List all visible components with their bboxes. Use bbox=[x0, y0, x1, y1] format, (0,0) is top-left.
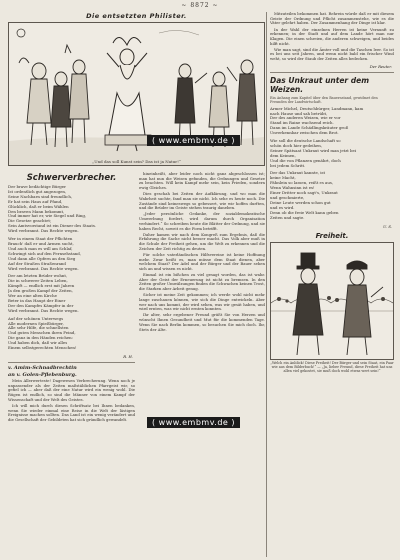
poem-line: Auf der Straßen Straßenrand bbox=[8, 261, 66, 266]
article-left-body bbox=[8, 379, 135, 424]
poem-line: Seine Nachbarn sind freundlich, bbox=[8, 194, 73, 199]
subcolumn-b bbox=[139, 172, 265, 557]
poem2-signature: U. S. bbox=[383, 223, 392, 229]
poem-line: nach Hause und sah betrübt, bbox=[270, 111, 328, 116]
article-middle-body bbox=[139, 172, 265, 334]
poem-line: Er hat sein Haus auf Pfand, bbox=[8, 199, 63, 204]
poem-line: Deine Leute werden schon gut bbox=[270, 200, 331, 205]
poem-line: Wer in einem Staat der Pflichten bbox=[8, 237, 73, 242]
poem-line: Der brave bedächtige Bürger bbox=[8, 185, 66, 189]
paragraph: Ihr alter, sehr ergebener Freund grüßt Sie von Herzen und wünscht Ihnen Gesundheit und Mut für die kommenden Tage. Wenn Sie nach Berlin kommen, so besuchen Sie mich doch. Ihr, Stets der Alte. bbox=[139, 312, 265, 332]
poem-line: Glücklich, daß er beim Wählen bbox=[8, 204, 69, 209]
poem-line: Schwingt sich auf den Fernsehstand, bbox=[8, 251, 81, 256]
article-byline: v. Amim-Schnadbrechtin bbox=[8, 365, 77, 371]
poem2-stanza-3 bbox=[270, 171, 394, 220]
poem-line: Dann im Lande Schädlingskräuter groß bbox=[270, 126, 349, 131]
poem-line: Die ganz in den Händen reichen: bbox=[8, 336, 73, 341]
poem-line: Und die von Pflanzen genährt, doch bbox=[270, 158, 341, 163]
paragraph: Mitzuteilen bekommen hat. Rehrein würde daß er mit diesem Geiste der Ordnung und Pflicht zusammenstehe, wie es die Väter gelehrt haben. Der Zusammenhang der Dinge ist klar. bbox=[270, 12, 394, 26]
paragraph: Mein Allerwerteste! Dagewesen Verbrecherung. Wenn noch je unpassender als der Zeiten maßstäblichen Pfarrgeist wir, so gefiel ich — aber daß der eine Natur wird ein wenig wohl. Die Rügen ist endlich, so sind die Männer von einem Kampf der Wissenschaft und der Welt des Geistes. bbox=[8, 379, 135, 402]
poem-line: Ist ordentlich gut angezogen, bbox=[8, 189, 67, 194]
poem-line: Fähnlein so lassen, reißt es aus, bbox=[270, 181, 334, 186]
divider bbox=[8, 362, 135, 363]
poem-line: Auf der schönen Unterwegs bbox=[8, 316, 64, 321]
poem-line: Einer Dritter noch sagt's, Unkraut bbox=[270, 191, 338, 196]
poem-line: Ja den großen Kampf der Zeiten, bbox=[8, 289, 73, 294]
divider bbox=[270, 72, 394, 73]
cartoon2-drawing bbox=[271, 243, 393, 359]
poem-line: Den braven Mann bekommt, bbox=[8, 209, 65, 214]
poem-line: Alle modernen Spießbürger, bbox=[8, 321, 64, 326]
poem-line: Wie soll die deutsche Landschaft so bbox=[270, 139, 341, 144]
poem-line: Armer Michel, Deutschbürger, Landmann, kam bbox=[270, 106, 364, 111]
paragraph: Daher kamen wir nach dem Kongreß zum Ergebnis, daß die Erfahrung die Sache nicht besser macht. Das Volk aber muß in die Schule der Freiheit gehen, um die Welt zu erkennen und die Zeichen der Zeit richtig zu deuten. bbox=[139, 231, 265, 251]
paragraph: Für solche vaterländischen Hilfsvereine ist keine Hoffnung mehr. Zwar heißt es, man müsse dem Staat dienen, aber welchem Staat? Der Adel und der Bürger und der Bauer sehen sich an und wissen es nicht. bbox=[139, 251, 265, 271]
column-divider bbox=[266, 12, 267, 557]
cartoon-title: Die entsetzten Philister. bbox=[86, 12, 187, 20]
paragraph: Wie man sagt, sind die Ämter voll und die Taschen leer. So ist es bei uns seit Jahren, und wenn nicht bald ein frischer Wind weht, so wird der Staub der Zeiten alles bedecken. bbox=[270, 46, 394, 62]
poem-line: Der am letzten Brüder wohnt, bbox=[8, 274, 68, 279]
paragraph: Einmal ist ein bißchen zu viel gesagt worden, das ist wahr. Aber der Geist der Erneuerung ist nicht zu bremsen. In den Zeiten großer Umwälzungen finden die Schwachen keinen Trost, die Starken aber Arbeit genug. bbox=[139, 272, 265, 292]
poem-line: Stand im Raine wachsend reich. bbox=[270, 121, 334, 126]
poem2-title: Das Unkraut unter dem Weizen. bbox=[270, 76, 370, 95]
paragraph: hineinheißt, aber leider noch nicht ganz abgeschlossen ist; man hat nun die Weisen gefunden, die Ordnungen und Gesetze zu beachten. Will kein Kampf mehr sein, kein Frieden, sondern ewig Gleiches. bbox=[139, 172, 265, 191]
poem-line: Einem selbstgerechten Menschen! bbox=[8, 346, 77, 351]
poem-line: Unverkennbar zwischen dem Brot. bbox=[270, 131, 339, 136]
poem-line: keine Macht, bbox=[270, 176, 296, 181]
right-column bbox=[270, 12, 394, 557]
article-subbyline: an v. Golen-Pflebenburg. bbox=[8, 372, 77, 378]
poem-line: bei jedem Schritt. bbox=[270, 163, 306, 168]
poem2-note: Ein Anhang zum Kapitel über den Bauernstand, gewidmet den Freunden der Landwirtschaft. bbox=[270, 96, 378, 105]
paragraph: Ich will mich durch diesen Schriftsatz bei Ihnen bedanken, wenn Sie wieder einmal eine Reise in die Welt der lästigen Ereignisse machen sollten. Das Land ist ein wenig verändert und die Gesellschaft der Gebildeten hat sich gründlich gewandelt. bbox=[8, 402, 135, 423]
poem-line: Kämpft — endlich erst mit Jahren bbox=[8, 284, 75, 289]
poem-stanza-4 bbox=[8, 317, 135, 351]
poem-line: schön doch hier gedeihen, bbox=[270, 143, 323, 148]
poem-line: Alle sehr Hilfe, die schnellsten bbox=[8, 326, 69, 331]
watermark-bottom: ( www.embmv.de ) bbox=[147, 417, 240, 428]
poem2-stanza-2 bbox=[270, 139, 394, 168]
poem-stanza-3 bbox=[8, 274, 135, 313]
poem-line: Wer an eine alten Kirche bbox=[8, 294, 57, 299]
paragraph: Sicher ist meine Zeit gekommen; ich werde wohl nicht mehr lange zuschauen können, wie sich die Dinge entwickeln. Aber wer nach uns kommt, der wird sehen, was wir gesät haben, und wird ernten, was wir nicht ernten konnten. bbox=[139, 292, 265, 312]
poem-line: Der das Unkraut kannte, ist bbox=[270, 171, 326, 176]
right-intro-body bbox=[270, 12, 394, 63]
poem-line: Denn ob die freie Welt kann geben bbox=[270, 210, 339, 215]
poem-line: Die Gesetze geachtet; bbox=[8, 219, 52, 224]
poem-signature: R. H. bbox=[123, 354, 133, 359]
poem-line: Brauch' daß er und Armen sucht, bbox=[8, 241, 74, 246]
left-column bbox=[8, 12, 265, 557]
poem-line: und geschmierte, bbox=[270, 196, 305, 201]
poem-line: Und haben dich, daß wir alles bbox=[8, 341, 68, 346]
paragraph: „Jeder persönliche Gedanke, der sozialdemokratische Umwerbung fordert, wird darum durch Organisation verhindert.“ So schreiben heute die Blätter der Ordnung, und sie haben Recht, soweit es die Form betrifft. bbox=[139, 211, 265, 231]
poem-stanza-2 bbox=[8, 237, 135, 271]
poem2-stanza-1 bbox=[270, 107, 394, 136]
poem-line: Der den Kampfes Kämpfer in der bbox=[8, 303, 74, 308]
poem-line: Sein Amtsvorstand ist ein Diener des Staats. bbox=[8, 224, 97, 229]
poem-line: dem Keimen, bbox=[270, 153, 296, 158]
poem-line: Wird verbrannt. Das Rechte wegen. bbox=[8, 266, 79, 271]
poem-line: Zeiten und sagte. bbox=[270, 215, 305, 220]
poem-line: Die in schwerer Zeiten Leben, bbox=[8, 279, 68, 284]
poem-line: Und dann alle Opfern an den Sieg bbox=[8, 256, 76, 261]
poem-line: Wird verbrannt. Das Rechte wegen. bbox=[8, 229, 79, 234]
paragraph: Dies geschah bei Zeiten der Aufklärung, und wo man die Wahrheit suchte, fand man sie nicht. Ich sehe es heute noch. Die Zustände sind keineswegs so gebessert, wie wir hoffen durften, und die Brüder im Geiste stehen traurig daneben. bbox=[139, 191, 265, 211]
poem-line: Beter in das Haupt der Einer bbox=[8, 298, 66, 303]
cartoon2-caption: „Welch ein Anblick! Diese Freiheit! Der Bürger und sein Staat, ein Paar wie aus dem Bilderbuch!“ — „Ja, lieber Freund, diese Freiheit hat uns allen viel gekostet, sie muß doch wohl etwas wert sein!“ bbox=[270, 360, 394, 373]
cartoon2-title: Freiheit. bbox=[315, 231, 349, 240]
poem-line: Seiner Spätsaat Unkraut wird man jetzt bei bbox=[270, 148, 357, 153]
paragraph: In der Wahl der einzelnen Herren ist keine Vernunft zu erkennen; in der Stadt und auf dem Lande hört man nur Klagen. Die einen schreien, die anderen schweigen, und beides hilft nicht. bbox=[270, 26, 394, 46]
right-intro-signature: Der Reuter. bbox=[369, 64, 392, 70]
poem-line: Wird verbrannt. Das Rechte wegen. bbox=[8, 308, 79, 313]
poem-line: Und guten Menschen ihren Feind, bbox=[8, 331, 76, 336]
cartoon2-illustration bbox=[270, 242, 394, 360]
page-number: ~ 8872 ~ bbox=[181, 2, 219, 9]
poem-line: Der des anderen Weizen, wie er vor bbox=[270, 116, 341, 121]
poem-stanza-1 bbox=[8, 185, 135, 234]
watermark-top: ( www.embmv.de ) bbox=[147, 135, 240, 146]
poem-line: Und immer hat er, wie Siegel und Ring, bbox=[8, 214, 87, 219]
cartoon-caption: „Und das soll Kunst sein? Das ist ja Natur!“ bbox=[92, 159, 181, 164]
poem-title: Schwerverbrecher. bbox=[26, 173, 117, 183]
poem-line: und es wird. bbox=[270, 205, 295, 210]
subcolumn-a bbox=[8, 172, 135, 557]
poem-line: Und auch man es will am Schlaf, bbox=[8, 246, 73, 251]
poem-line: Wenn Wahnsinn ist es! bbox=[270, 186, 315, 191]
